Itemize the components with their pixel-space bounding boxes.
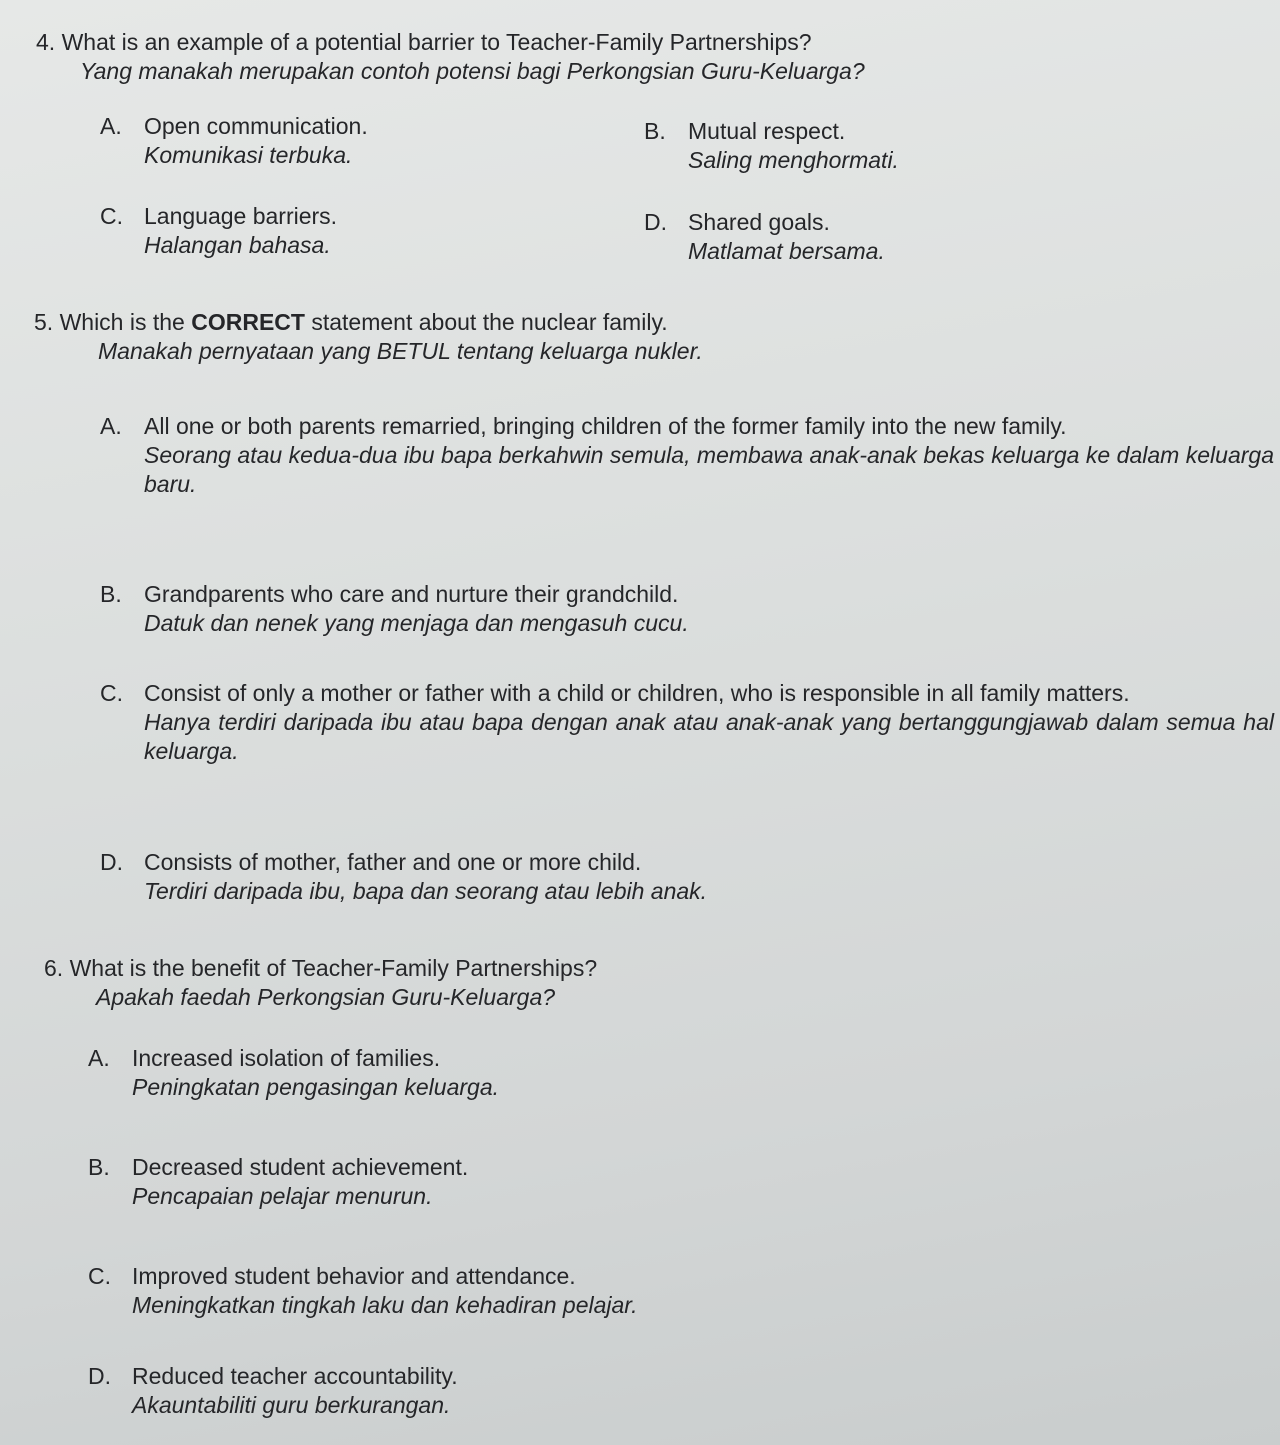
- question-5-text-post: statement about the nuclear family.: [304, 309, 668, 335]
- question-6-text-ms: Apakah faedah Perkongsian Guru-Keluarga?: [96, 984, 556, 1010]
- option-letter: C.: [100, 680, 123, 706]
- option-text-en: Grandparents who care and nurture their grandchild.: [144, 581, 679, 607]
- question-4-option-b: [644, 117, 1208, 175]
- question-5-text-pre: 5. Which is the: [34, 309, 192, 335]
- option-letter: A.: [100, 113, 122, 139]
- option-text-ms: Komunikasi terbuka.: [144, 142, 353, 168]
- question-5: [34, 308, 1234, 366]
- question-5-text-en: [34, 308, 1234, 337]
- option-text-ms: Pencapaian pelajar menurun.: [132, 1183, 433, 1209]
- option-text-ms: Datuk dan nenek yang menjaga dan mengasuh cucu.: [144, 610, 689, 636]
- option-text-en: Consists of mother, father and one or more child.: [144, 849, 642, 875]
- option-letter: B.: [100, 581, 122, 607]
- option-text-ms: Matlamat bersama.: [688, 238, 885, 264]
- option-letter: B.: [644, 118, 666, 144]
- option-text-ms: Terdiri daripada ibu, bapa dan seorang atau lebih anak.: [144, 878, 708, 904]
- option-letter: D.: [100, 849, 123, 875]
- option-letter: D.: [644, 209, 667, 235]
- question-5-option-d: [100, 848, 1274, 906]
- question-6-text-en: 6. What is the benefit of Teacher-Family Partnerships?: [44, 955, 598, 981]
- option-letter: C.: [88, 1263, 111, 1289]
- option-letter: A.: [88, 1045, 110, 1071]
- option-text-ms: Seorang atau kedua-dua ibu bapa berkahwin semula, membawa anak-anak bekas keluarga ke dalam keluarga baru.: [144, 442, 1274, 497]
- option-text-en: Increased isolation of families.: [132, 1045, 441, 1071]
- question-5-option-b: [100, 580, 1274, 638]
- question-5-option-a: [100, 412, 1274, 499]
- question-5-text-ms: Manakah pernyataan yang BETUL tentang keluarga nukler.: [98, 338, 703, 364]
- option-text-ms: Saling menghormati.: [688, 147, 899, 173]
- question-4: [36, 28, 1236, 86]
- option-text-ms: Akauntabiliti guru berkurangan.: [132, 1392, 451, 1418]
- option-text-ms: Peningkatan pengasingan keluarga.: [132, 1074, 500, 1100]
- option-text-en: Open communication.: [144, 113, 368, 139]
- question-6-option-b: [88, 1153, 1232, 1211]
- option-text-en: Consist of only a mother or father with a child or children, who is responsible in all family matters.: [144, 680, 1130, 706]
- question-5-emphasis: CORRECT: [191, 309, 305, 335]
- question-6-option-c: [88, 1262, 1232, 1320]
- question-4-option-c: [100, 202, 644, 260]
- option-text-en: Shared goals.: [688, 209, 830, 235]
- option-text-en: All one or both parents remarried, bringing children of the former family into the new family.: [144, 413, 1067, 439]
- option-text-ms: Meningkatkan tingkah laku dan kehadiran pelajar.: [132, 1292, 638, 1318]
- option-text-ms: Hanya terdiri daripada ibu atau bapa dengan anak atau anak-anak yang bertanggungjawab dalam semua hal keluarga.: [144, 709, 1274, 764]
- option-text-en: Reduced teacher accountability.: [132, 1363, 458, 1389]
- question-6: [44, 954, 1244, 1012]
- option-text-en: Mutual respect.: [688, 118, 846, 144]
- question-4-option-a: [100, 112, 644, 170]
- option-text-ms: Halangan bahasa.: [144, 232, 331, 258]
- option-text-en: Decreased student achievement.: [132, 1154, 469, 1180]
- option-letter: C.: [100, 203, 123, 229]
- question-6-option-a: [88, 1044, 1232, 1102]
- option-letter: D.: [88, 1363, 111, 1389]
- option-letter: A.: [100, 413, 122, 439]
- question-4-text-en: 4. What is an example of a potential barrier to Teacher-Family Partnerships?: [36, 29, 812, 55]
- option-text-en: Improved student behavior and attendance.: [132, 1263, 576, 1289]
- question-6-option-d: [88, 1362, 1232, 1420]
- question-5-option-c: [100, 679, 1274, 766]
- option-letter: B.: [88, 1154, 110, 1180]
- question-4-option-d: [644, 208, 1208, 266]
- question-4-text-ms: Yang manakah merupakan contoh potensi bagi Perkongsian Guru-Keluarga?: [80, 58, 865, 84]
- option-text-en: Language barriers.: [144, 203, 338, 229]
